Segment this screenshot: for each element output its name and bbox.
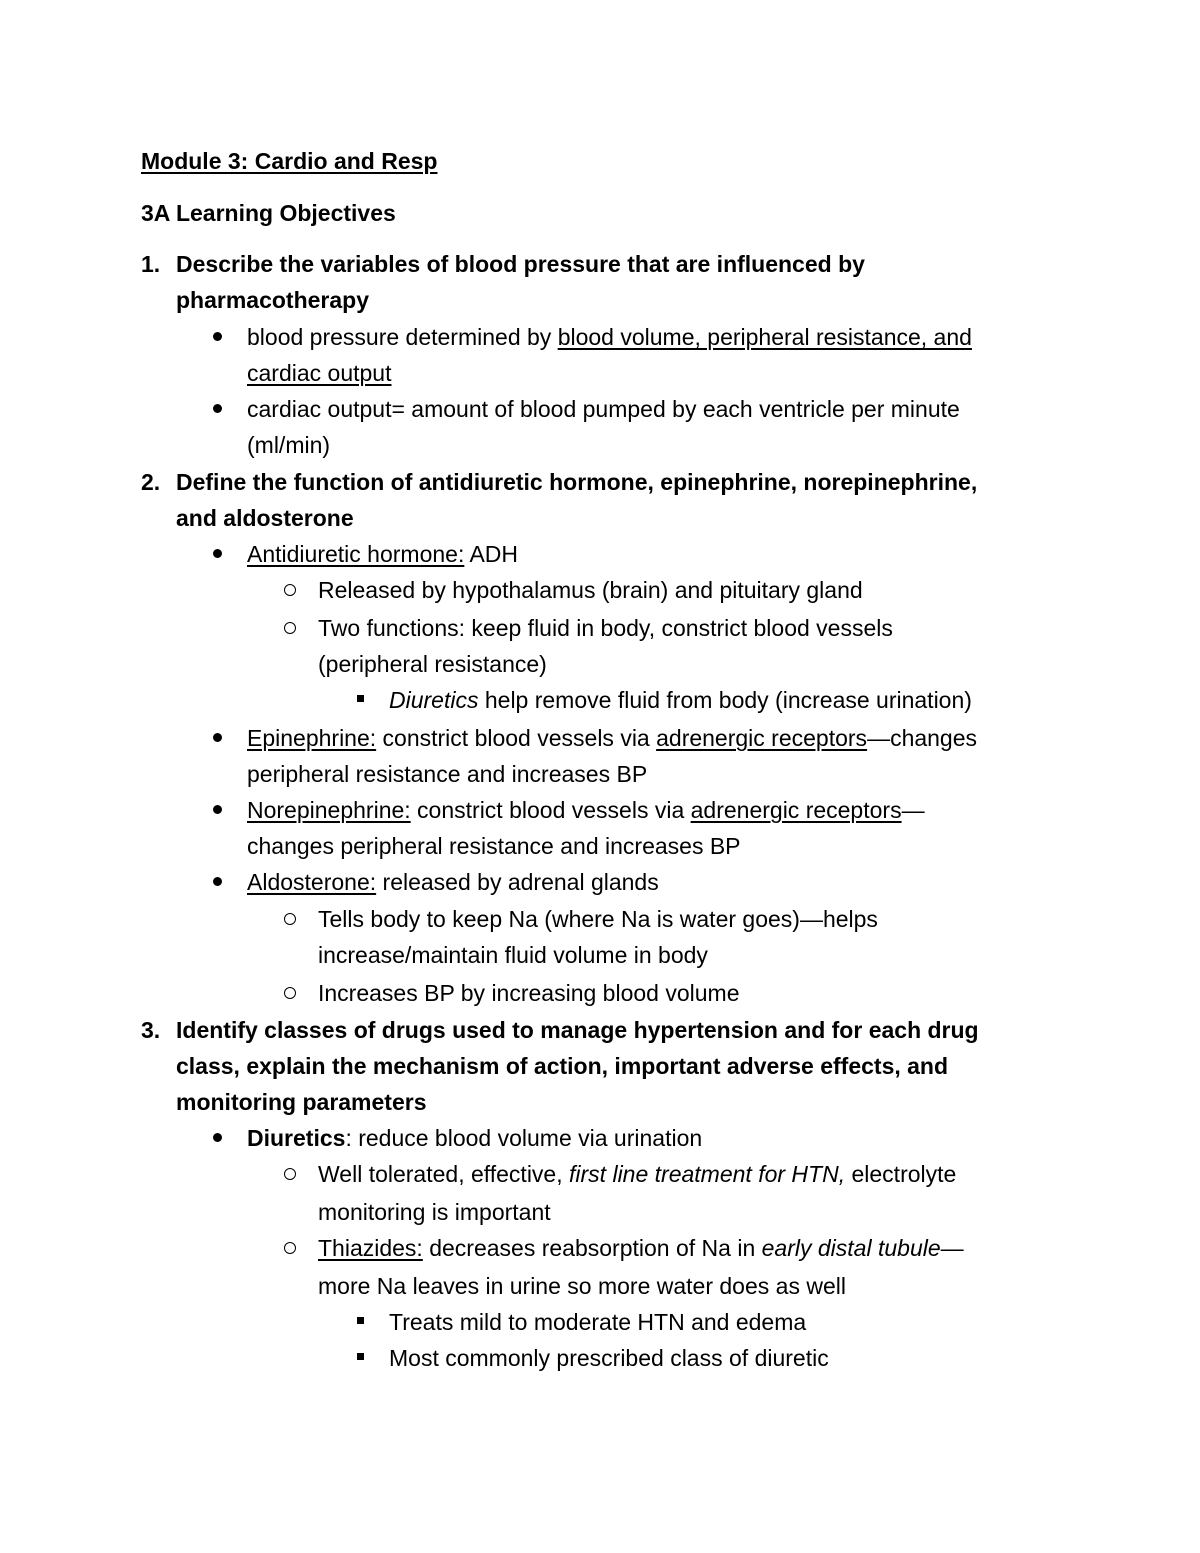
circle-bullet <box>284 584 296 596</box>
obj1-bullet-1-cont: cardiac output <box>247 360 392 386</box>
adh-bullet: Antidiuretic hormone: ADH <box>247 541 519 567</box>
circle-bullet <box>284 1242 296 1254</box>
bullet-dot <box>213 877 222 886</box>
thiazides-sub-sub-2: Most commonly prescribed class of diuretic <box>389 1345 829 1371</box>
objective-2-line-2: and aldosterone <box>176 505 354 531</box>
aldosterone-sub-1: Tells body to keep Na (where Na is water goes)—helps <box>318 906 878 932</box>
objective-3-line-1: Identify classes of drugs used to manage hypertension and for each drug <box>176 1017 979 1043</box>
circle-bullet <box>284 1168 296 1180</box>
aldosterone-bullet: Aldosterone: released by adrenal glands <box>247 869 659 895</box>
norepinephrine-bullet-cont: changes peripheral resistance and increases BP <box>247 833 741 859</box>
bullet-dot <box>213 549 222 558</box>
thiazides-sub: Thiazides: decreases reabsorption of Na in early distal tubule— <box>318 1235 964 1261</box>
obj1-bullet-2-cont: (ml/min) <box>247 432 331 458</box>
epinephrine-bullet: Epinephrine: constrict blood vessels via adrenergic receptors—changes <box>247 725 978 751</box>
section-heading: 3A Learning Objectives <box>141 200 396 226</box>
bullet-dot <box>213 733 222 742</box>
objective-3-number: 3. <box>141 1017 161 1043</box>
norepinephrine-bullet: Norepinephrine: constrict blood vessels via adrenergic receptors— <box>247 797 925 823</box>
circle-bullet <box>284 622 296 634</box>
objective-3-line-2: class, explain the mechanism of action, important adverse effects, and <box>176 1053 949 1079</box>
obj1-bullet-2: cardiac output= amount of blood pumped by each ventricle per minute <box>247 396 960 422</box>
thiazides-sub-cont: more Na leaves in urine so more water does as well <box>318 1273 846 1299</box>
diuretics-sub-1: Well tolerated, effective, first line treatment for HTN, electrolyte <box>318 1161 957 1187</box>
adh-sub-1: Released by hypothalamus (brain) and pituitary gland <box>318 577 863 603</box>
adh-sub-sub: Diuretics help remove fluid from body (increase urination) <box>389 687 972 713</box>
objective-2-number: 2. <box>141 469 161 495</box>
diuretics-bullet: Diuretics: reduce blood volume via urination <box>247 1125 703 1151</box>
objective-3-line-3: monitoring parameters <box>176 1089 427 1115</box>
diuretics-sub-1-cont: monitoring is important <box>318 1199 551 1225</box>
aldosterone-sub-2: Increases BP by increasing blood volume <box>318 980 740 1006</box>
objective-1-line-1: Describe the variables of blood pressure that are influenced by <box>176 251 865 277</box>
square-bullet <box>357 1317 364 1324</box>
bullet-dot <box>213 404 222 413</box>
obj1-bullet-1: blood pressure determined by blood volume, peripheral resistance, and <box>247 324 972 350</box>
thiazides-sub-sub-1: Treats mild to moderate HTN and edema <box>389 1309 807 1335</box>
bullet-dot <box>213 1133 222 1142</box>
adh-sub-2: Two functions: keep fluid in body, constrict blood vessels <box>318 615 893 641</box>
epinephrine-bullet-cont: peripheral resistance and increases BP <box>247 761 648 787</box>
square-bullet <box>357 1353 364 1360</box>
objective-1-number: 1. <box>141 251 161 277</box>
square-bullet <box>357 695 364 702</box>
bullet-dot <box>213 805 222 814</box>
aldosterone-sub-1-cont: increase/maintain fluid volume in body <box>318 942 708 968</box>
doc-title: Module 3: Cardio and Resp <box>141 148 438 174</box>
circle-bullet <box>284 913 296 925</box>
circle-bullet <box>284 987 296 999</box>
objective-2-line-1: Define the function of antidiuretic hormone, epinephrine, norepinephrine, <box>176 469 978 495</box>
bullet-dot <box>213 332 222 341</box>
objective-1-line-2: pharmacotherapy <box>176 287 370 313</box>
adh-sub-2-cont: (peripheral resistance) <box>318 651 547 677</box>
